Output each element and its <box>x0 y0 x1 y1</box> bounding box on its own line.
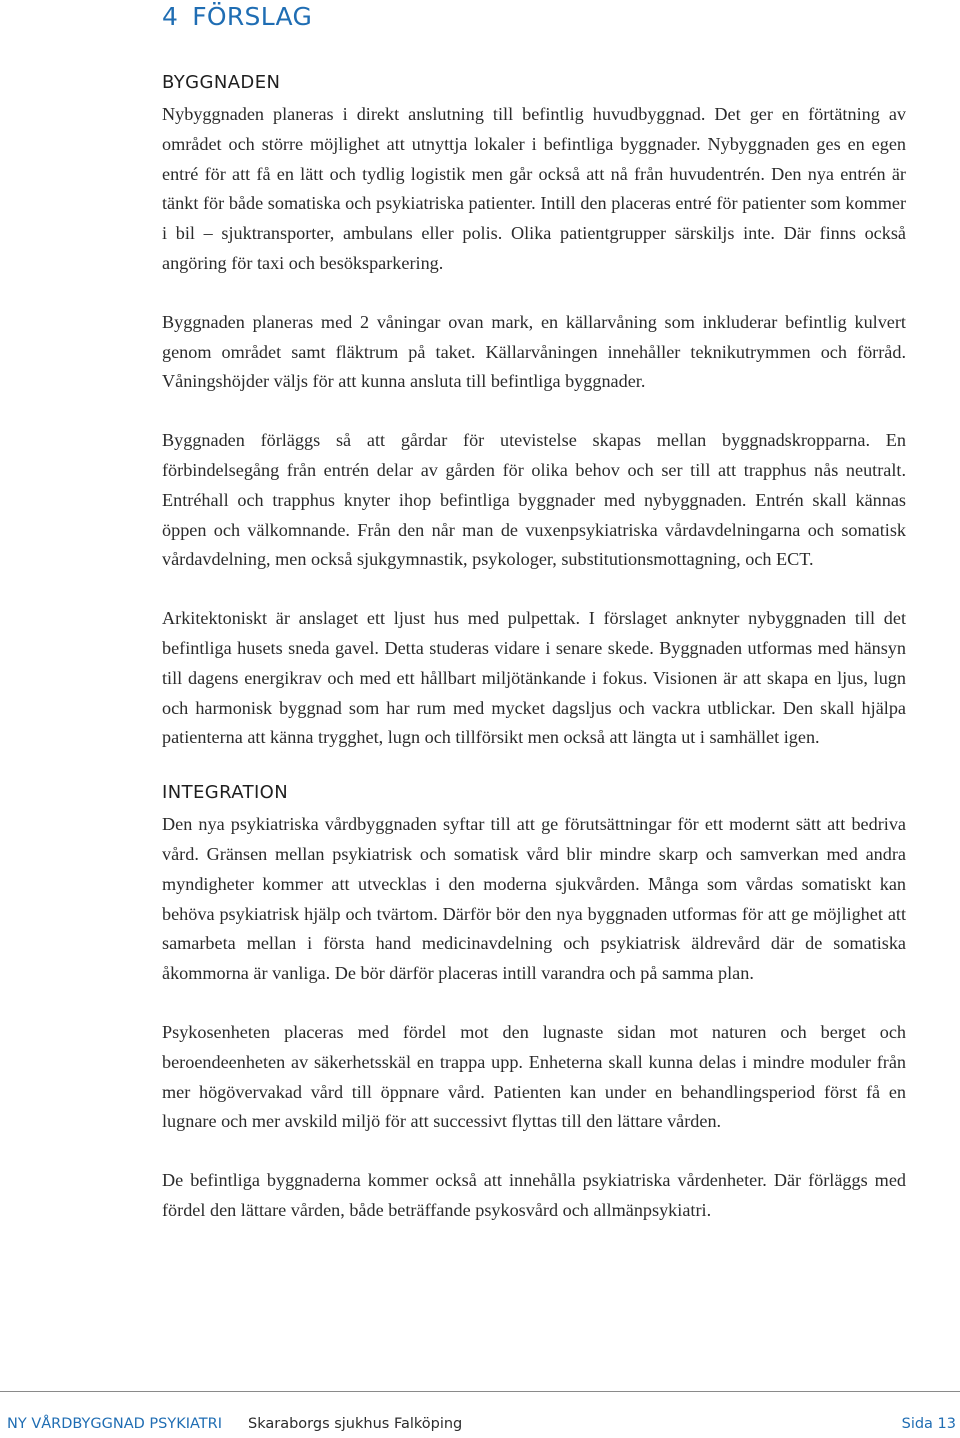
section-heading: INTEGRATION <box>162 782 289 804</box>
footer-organization: Skaraborgs sjukhus Falköping <box>248 1416 463 1432</box>
section-byggnaden <box>162 72 906 753</box>
page-number: Sida 13 <box>901 1416 956 1432</box>
paragraph: Den nya psykiatriska vårdbyggnaden syftar till att ge förutsättningar för ett modernt sätt att bedriva vård. Gränsen mellan psykiatrisk och somatisk vård blir mindre skarp och samverkan med andra myndigheter kommer att utvecklas i den moderna sjukvården. Många som vårdas somatiskt kan behöva psykiatrisk hjälp och tvärtom. Därför bör den nya byggnaden utformas för att ge möjlighet att samarbeta mellan i första hand medicinavdelning och psykiatrisk äldrevård där de somatiska åkommorna är vanliga. De bör därför placeras intill varandra och på samma plan. <box>162 814 906 984</box>
paragraph: Byggnaden förläggs så att gårdar för utevistelse skapas mellan byggnadskropparna. En förbindelsegång från entrén delar av gården för olika behov och ser till att trapphus nås neutralt. Entréhall och trapphus knyter ihop befintliga byggnader med nybyggnaden. Entrén skall kännas öppen och välkomnande. Från den når man de vuxenpsykiatriska vårdavdelningarna och somatisk vårdavdelning, men också sjukgymnastik, psykologer, substitutionsmottagning, och ECT. <box>162 430 906 570</box>
page-footer <box>0 1414 960 1436</box>
paragraph: Byggnaden planeras med 2 våningar ovan mark, en källarvåning som inkluderar befintlig kulvert genom området samt fläktrum på taket. Källarvåningen innehåller teknikutrymmen och förråd. Våningshöjder väljs för att kunna ansluta till befintliga byggnader. <box>162 311 906 392</box>
footer-document-title: NY VÅRDBYGGNAD PSYKIATRI <box>7 1416 223 1432</box>
footer-divider <box>0 1391 960 1392</box>
chapter-number: 4 <box>162 2 179 31</box>
section-heading: BYGGNADEN <box>162 72 281 93</box>
chapter-name: FÖRSLAG <box>192 2 313 31</box>
paragraph: Nybyggnaden planeras i direkt anslutning till befintlig huvudbyggnad. Det ger en förtätning av området och större möjlighet att utnyttja lokaler i befintliga byggnader. Nybyggnaden ges en egen entré för att få en lätt och tydlig logistik men går också att nå från huvudentrén. Den nya entrén är tänkt för både somatiska och psykiatriska patienter. Intill den placeras entré för patienter som kommer i bil – sjuktransporter, ambulans eller polis. Olika patientgrupper särskiljs inte. Där finns också angöring för taxi och besöksparkering. <box>162 104 906 273</box>
paragraph: Psykosenheten placeras med fördel mot den lugnaste sidan mot naturen och berget och beroendeenheten av säkerhetsskäl en trappa upp. Enheterna skall kunna delas i mindre moduler från mer högövervakad vård till öppnare vård. Patienten kan under en behandlingsperiod först få en lugnare och mer avskild miljö för att successivt flyttas till den lättare vården. <box>162 1021 906 1132</box>
section-integration <box>162 782 906 1226</box>
main-content <box>162 72 906 1255</box>
paragraph: Arkitektoniskt är anslaget ett ljust hus med pulpettak. I förslaget anknyter nybyggnaden till det befintliga husets sneda gavel. Detta studeras vidare i senare skede. Byggnaden utformas med hänsyn till dagens energikrav och med ett hållbart miljötänkande i fokus. Visionen är att skapa en ljus, lugn och harmonisk byggnad som har rum med mycket dagsljus och vackra utblickar. Den skall hjälpa patienterna att känna trygghet, lugn och tillförsikt men också att längta ut i samhället igen. <box>162 608 906 748</box>
paragraph: De befintliga byggnaderna kommer också att innehålla psykiatriska vårdenheter. Där förläggs med fördel den lättare vården, både beträffande psykosvård och allmänpsykiatri. <box>162 1170 906 1220</box>
chapter-title <box>162 2 312 31</box>
